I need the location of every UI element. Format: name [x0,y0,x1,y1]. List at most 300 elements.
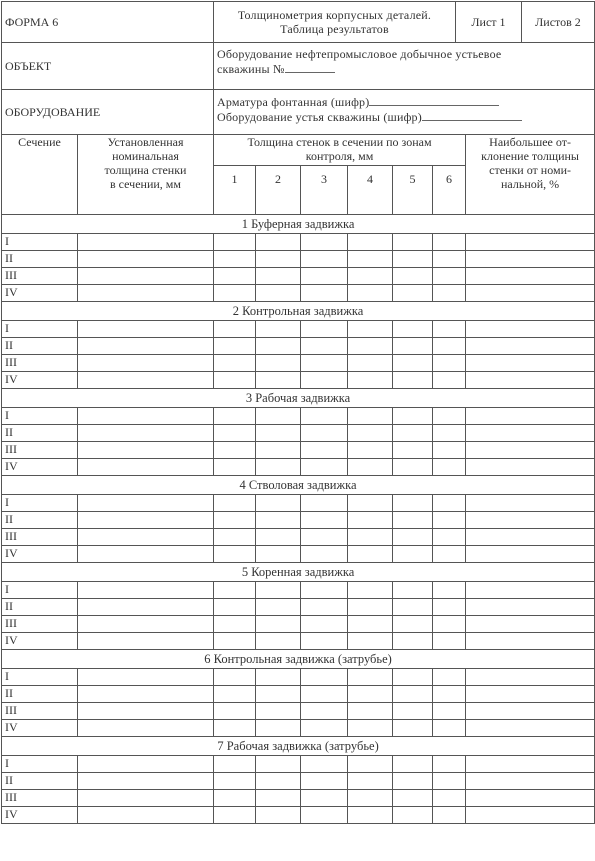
zone-thickness-cell[interactable] [393,599,433,616]
zone-thickness-cell[interactable] [256,720,301,737]
zone-thickness-cell[interactable] [348,546,393,563]
zone-thickness-cell[interactable] [256,408,301,425]
zone-thickness-cell[interactable] [348,790,393,807]
section-label: I [2,408,78,425]
zone-thickness-cell[interactable] [301,251,348,268]
zone-thickness-cell[interactable] [301,495,348,512]
nominal-thickness-cell[interactable] [78,512,214,529]
form-sheet [1,1,594,859]
section-label: I [2,234,78,251]
zone-thickness-cell[interactable] [433,703,466,720]
zone-thickness-cell[interactable] [214,633,256,650]
section-label: IV [2,546,78,563]
nominal-thickness-cell[interactable] [78,425,214,442]
zone-thickness-cell[interactable] [433,720,466,737]
section-label: IV [2,372,78,389]
section-label: II [2,599,78,616]
zone-thickness-cell[interactable] [256,669,301,686]
section-label: III [2,790,78,807]
nominal-thickness-cell[interactable] [78,669,214,686]
zone-thickness-cell[interactable] [348,599,393,616]
nominal-thickness-cell[interactable] [78,234,214,251]
zone-thickness-cell[interactable] [393,234,433,251]
nominal-thickness-cell[interactable] [78,495,214,512]
object-label: ОБЪЕКТ [2,43,214,90]
zone-thickness-cell[interactable] [348,807,393,824]
object-value [214,43,595,90]
zone-thickness-cell[interactable] [256,251,301,268]
zone-thickness-cell[interactable] [256,546,301,563]
zone-thickness-cell[interactable] [214,720,256,737]
equipment-value [214,90,595,135]
max-deviation-cell[interactable] [466,459,595,476]
zone-thickness-cell[interactable] [301,599,348,616]
section-label: I [2,756,78,773]
nominal-thickness-cell[interactable] [78,616,214,633]
zone-thickness-cell[interactable] [393,790,433,807]
zone-thickness-cell[interactable] [348,773,393,790]
object-value-line2: скважины № [217,61,591,76]
table-row [2,703,595,720]
zone-thickness-cell[interactable] [393,703,433,720]
table-row [2,669,595,686]
zone-thickness-cell[interactable] [393,321,433,338]
zone-thickness-cell[interactable] [301,686,348,703]
zone-thickness-cell[interactable] [433,790,466,807]
zone-thickness-cell[interactable] [301,720,348,737]
zone-thickness-cell[interactable] [348,234,393,251]
zone-thickness-cell[interactable] [301,790,348,807]
zone-thickness-cell[interactable] [348,442,393,459]
zone-thickness-cell[interactable] [214,807,256,824]
section-label: III [2,703,78,720]
zone-thickness-cell[interactable] [214,773,256,790]
form-title [214,2,456,43]
zone-thickness-cell[interactable] [256,338,301,355]
col-deviation-header: Наибольшее от- клонение толщины стенки от номи- нальной, % [466,135,595,215]
section-label: IV [2,720,78,737]
nominal-thickness-cell[interactable] [78,790,214,807]
nominal-thickness-cell[interactable] [78,807,214,824]
section-label: III [2,616,78,633]
max-deviation-cell[interactable] [466,234,595,251]
nominal-thickness-cell[interactable] [78,321,214,338]
zone-thickness-cell[interactable] [393,495,433,512]
nominal-thickness-cell[interactable] [78,459,214,476]
zone-thickness-cell[interactable] [433,512,466,529]
table-row [2,251,595,268]
zone-thickness-cell[interactable] [214,616,256,633]
group-header-row [2,215,595,234]
zone-thickness-cell[interactable] [393,529,433,546]
zone-thickness-cell[interactable] [301,633,348,650]
zone-thickness-cell[interactable] [256,756,301,773]
max-deviation-cell[interactable] [466,268,595,285]
group-title: 7 Рабочая задвижка (затрубье) [2,737,595,756]
section-label: III [2,442,78,459]
nominal-thickness-cell[interactable] [78,268,214,285]
group-title: 1 Буферная задвижка [2,215,595,234]
zone-thickness-cell[interactable] [393,512,433,529]
table-row [2,459,595,476]
max-deviation-cell[interactable] [466,495,595,512]
zone-thickness-cell[interactable] [214,355,256,372]
table-row [2,495,595,512]
table-row [2,633,595,650]
table-row [2,616,595,633]
zone-thickness-cell[interactable] [214,756,256,773]
zone-thickness-cell[interactable] [214,790,256,807]
nominal-thickness-cell[interactable] [78,582,214,599]
zone-thickness-cell[interactable] [301,372,348,389]
zone-thickness-cell[interactable] [433,285,466,302]
zone-thickness-cell[interactable] [393,633,433,650]
max-deviation-cell[interactable] [466,442,595,459]
zone-thickness-cell[interactable] [301,234,348,251]
zone-thickness-cell[interactable] [393,459,433,476]
zone-thickness-cell[interactable] [301,669,348,686]
zone-thickness-cell[interactable] [393,408,433,425]
form-title-line2: Таблица результатов [280,22,389,36]
form-label: ФОРМА 6 [2,2,214,43]
results-table [1,134,595,824]
zone-thickness-cell[interactable] [433,633,466,650]
nominal-thickness-cell[interactable] [78,599,214,616]
table-row [2,773,595,790]
zone-thickness-cell[interactable] [256,268,301,285]
table-row [2,372,595,389]
table-row [2,686,595,703]
nominal-thickness-cell[interactable] [78,251,214,268]
zone-thickness-cell[interactable] [433,408,466,425]
zone-thickness-cell[interactable] [348,720,393,737]
zone-thickness-cell[interactable] [256,582,301,599]
zone-thickness-cell[interactable] [301,756,348,773]
zone-thickness-cell[interactable] [256,703,301,720]
zone-thickness-cell[interactable] [214,338,256,355]
zone-thickness-cell[interactable] [214,686,256,703]
zone-thickness-cell[interactable] [214,512,256,529]
table-row [2,582,595,599]
zone-header: 2 [256,166,301,215]
group-title: 6 Контрольная задвижка (затрубье) [2,650,595,669]
zone-thickness-cell[interactable] [348,372,393,389]
zone-thickness-cell[interactable] [301,773,348,790]
nominal-thickness-cell[interactable] [78,546,214,563]
max-deviation-cell[interactable] [466,529,595,546]
zone-thickness-cell[interactable] [301,338,348,355]
zone-thickness-cell[interactable] [301,703,348,720]
zone-thickness-cell[interactable] [433,268,466,285]
col-nominal-header: Установленная номинальная толщина стенки в сечении, мм [78,135,214,215]
zone-thickness-cell[interactable] [433,669,466,686]
table-row [2,234,595,251]
zone-thickness-cell[interactable] [214,703,256,720]
nominal-thickness-cell[interactable] [78,285,214,302]
zone-thickness-cell[interactable] [214,234,256,251]
zone-thickness-cell[interactable] [433,495,466,512]
section-label: II [2,686,78,703]
table-row [2,546,595,563]
zone-thickness-cell[interactable] [348,425,393,442]
zone-thickness-cell[interactable] [348,251,393,268]
zone-thickness-cell[interactable] [348,633,393,650]
zone-header: 3 [301,166,348,215]
zone-thickness-cell[interactable] [393,338,433,355]
table-row [2,756,595,773]
zone-thickness-cell[interactable] [393,773,433,790]
zone-thickness-cell[interactable] [348,268,393,285]
zone-thickness-cell[interactable] [433,616,466,633]
zone-thickness-cell[interactable] [393,756,433,773]
table-row [2,285,595,302]
zone-thickness-cell[interactable] [301,355,348,372]
zone-thickness-cell[interactable] [214,599,256,616]
zone-thickness-cell[interactable] [301,442,348,459]
max-deviation-cell[interactable] [466,790,595,807]
zone-thickness-cell[interactable] [433,599,466,616]
zone-thickness-cell[interactable] [256,425,301,442]
zone-thickness-cell[interactable] [214,442,256,459]
zone-thickness-cell[interactable] [256,372,301,389]
zone-thickness-cell[interactable] [214,582,256,599]
zone-thickness-cell[interactable] [393,372,433,389]
max-deviation-cell[interactable] [466,773,595,790]
zone-thickness-cell[interactable] [256,529,301,546]
zone-thickness-cell[interactable] [256,495,301,512]
zone-thickness-cell[interactable] [301,408,348,425]
max-deviation-cell[interactable] [466,546,595,563]
zone-thickness-cell[interactable] [433,686,466,703]
table-row [2,512,595,529]
zone-thickness-cell[interactable] [393,425,433,442]
zone-thickness-cell[interactable] [348,459,393,476]
zone-thickness-cell[interactable] [393,442,433,459]
zone-thickness-cell[interactable] [348,321,393,338]
zone-thickness-cell[interactable] [433,338,466,355]
table-row [2,529,595,546]
group-header-row [2,302,595,321]
zone-thickness-cell[interactable] [433,582,466,599]
equipment-line2: Оборудование устья скважины (шифр) [217,109,591,124]
zone-thickness-cell[interactable] [393,355,433,372]
zone-thickness-cell[interactable] [348,285,393,302]
max-deviation-cell[interactable] [466,408,595,425]
max-deviation-cell[interactable] [466,285,595,302]
max-deviation-cell[interactable] [466,616,595,633]
zone-thickness-cell[interactable] [348,355,393,372]
zone-thickness-cell[interactable] [214,268,256,285]
nominal-thickness-cell[interactable] [78,338,214,355]
zone-thickness-cell[interactable] [301,807,348,824]
zone-thickness-cell[interactable] [433,546,466,563]
section-label: I [2,669,78,686]
zone-thickness-cell[interactable] [393,720,433,737]
zone-thickness-cell[interactable] [393,268,433,285]
max-deviation-cell[interactable] [466,372,595,389]
zone-thickness-cell[interactable] [301,546,348,563]
section-label: II [2,251,78,268]
zone-thickness-cell[interactable] [256,321,301,338]
zone-thickness-cell[interactable] [256,790,301,807]
section-label: IV [2,459,78,476]
max-deviation-cell[interactable] [466,756,595,773]
zone-thickness-cell[interactable] [214,669,256,686]
table-row [2,599,595,616]
max-deviation-cell[interactable] [466,633,595,650]
nominal-thickness-cell[interactable] [78,529,214,546]
zone-thickness-cell[interactable] [256,355,301,372]
zone-thickness-cell[interactable] [348,529,393,546]
zone-thickness-cell[interactable] [301,512,348,529]
zone-thickness-cell[interactable] [214,372,256,389]
zone-thickness-cell[interactable] [256,234,301,251]
zone-thickness-cell[interactable] [301,268,348,285]
zone-thickness-cell[interactable] [433,251,466,268]
section-label: III [2,355,78,372]
table-row [2,321,595,338]
nominal-thickness-cell[interactable] [78,372,214,389]
wellhead-code-field[interactable] [422,109,522,121]
zone-thickness-cell[interactable] [256,599,301,616]
zone-thickness-cell[interactable] [433,355,466,372]
nominal-thickness-cell[interactable] [78,633,214,650]
nominal-thickness-cell[interactable] [78,408,214,425]
zone-thickness-cell[interactable] [393,251,433,268]
section-label: II [2,512,78,529]
zone-thickness-cell[interactable] [348,756,393,773]
zone-thickness-cell[interactable] [433,234,466,251]
zone-thickness-cell[interactable] [433,529,466,546]
nominal-thickness-cell[interactable] [78,720,214,737]
zone-thickness-cell[interactable] [433,459,466,476]
zone-thickness-cell[interactable] [348,512,393,529]
nominal-thickness-cell[interactable] [78,355,214,372]
zone-thickness-cell[interactable] [348,408,393,425]
max-deviation-cell[interactable] [466,686,595,703]
zone-thickness-cell[interactable] [348,686,393,703]
max-deviation-cell[interactable] [466,599,595,616]
sheets-total: Листов 2 [522,2,595,43]
zone-thickness-cell[interactable] [256,459,301,476]
section-label: IV [2,633,78,650]
section-label: III [2,268,78,285]
table-row [2,442,595,459]
zone-thickness-cell[interactable] [256,442,301,459]
fountain-fitting-code-field[interactable] [369,94,499,106]
max-deviation-cell[interactable] [466,321,595,338]
table-row [2,790,595,807]
well-number-field[interactable] [285,61,335,73]
zone-thickness-cell[interactable] [214,529,256,546]
group-header-row [2,737,595,756]
zone-thickness-cell[interactable] [433,425,466,442]
zone-thickness-cell[interactable] [348,495,393,512]
zone-thickness-cell[interactable] [393,285,433,302]
zone-thickness-cell[interactable] [256,512,301,529]
zone-thickness-cell[interactable] [348,616,393,633]
nominal-thickness-cell[interactable] [78,773,214,790]
zone-thickness-cell[interactable] [256,285,301,302]
table-row [2,807,595,824]
zone-thickness-cell[interactable] [348,582,393,599]
zone-thickness-cell[interactable] [393,686,433,703]
zone-thickness-cell[interactable] [393,807,433,824]
nominal-thickness-cell[interactable] [78,442,214,459]
zone-header: 5 [393,166,433,215]
sheet-number: Лист 1 [456,2,522,43]
col-section-header: Сечение [2,135,78,215]
zone-thickness-cell[interactable] [256,616,301,633]
zone-thickness-cell[interactable] [301,616,348,633]
max-deviation-cell[interactable] [466,720,595,737]
max-deviation-cell[interactable] [466,669,595,686]
section-label: II [2,338,78,355]
zone-thickness-cell[interactable] [256,686,301,703]
zone-thickness-cell[interactable] [433,321,466,338]
zone-thickness-cell[interactable] [214,546,256,563]
table-row [2,720,595,737]
zone-thickness-cell[interactable] [301,285,348,302]
max-deviation-cell[interactable] [466,703,595,720]
zone-thickness-cell[interactable] [433,807,466,824]
zone-thickness-cell[interactable] [214,425,256,442]
zone-thickness-cell[interactable] [393,582,433,599]
zone-header: 6 [433,166,466,215]
zone-thickness-cell[interactable] [301,582,348,599]
zone-thickness-cell[interactable] [214,251,256,268]
zone-thickness-cell[interactable] [433,442,466,459]
nominal-thickness-cell[interactable] [78,756,214,773]
zone-thickness-cell[interactable] [214,321,256,338]
max-deviation-cell[interactable] [466,338,595,355]
nominal-thickness-cell[interactable] [78,703,214,720]
max-deviation-cell[interactable] [466,512,595,529]
zone-thickness-cell[interactable] [214,408,256,425]
max-deviation-cell[interactable] [466,355,595,372]
max-deviation-cell[interactable] [466,582,595,599]
zone-thickness-cell[interactable] [433,756,466,773]
zone-thickness-cell[interactable] [433,372,466,389]
max-deviation-cell[interactable] [466,425,595,442]
zone-thickness-cell[interactable] [214,459,256,476]
group-header-row [2,563,595,582]
zone-thickness-cell[interactable] [256,633,301,650]
nominal-thickness-cell[interactable] [78,686,214,703]
zone-thickness-cell[interactable] [348,669,393,686]
group-title: 3 Рабочая задвижка [2,389,595,408]
zone-thickness-cell[interactable] [348,703,393,720]
zone-thickness-cell[interactable] [301,425,348,442]
max-deviation-cell[interactable] [466,251,595,268]
zone-thickness-cell[interactable] [393,669,433,686]
zone-thickness-cell[interactable] [348,338,393,355]
zone-thickness-cell[interactable] [393,546,433,563]
group-title: 4 Стволовая задвижка [2,476,595,495]
zone-thickness-cell[interactable] [256,807,301,824]
zone-thickness-cell[interactable] [301,459,348,476]
zone-thickness-cell[interactable] [393,616,433,633]
zone-thickness-cell[interactable] [301,321,348,338]
zone-thickness-cell[interactable] [301,529,348,546]
zone-thickness-cell[interactable] [256,773,301,790]
max-deviation-cell[interactable] [466,807,595,824]
zone-thickness-cell[interactable] [214,495,256,512]
zone-thickness-cell[interactable] [433,773,466,790]
col-zones-header: Толщина стенок в сечении по зонам контроля, мм [214,135,466,166]
section-label: I [2,582,78,599]
zone-thickness-cell[interactable] [214,285,256,302]
